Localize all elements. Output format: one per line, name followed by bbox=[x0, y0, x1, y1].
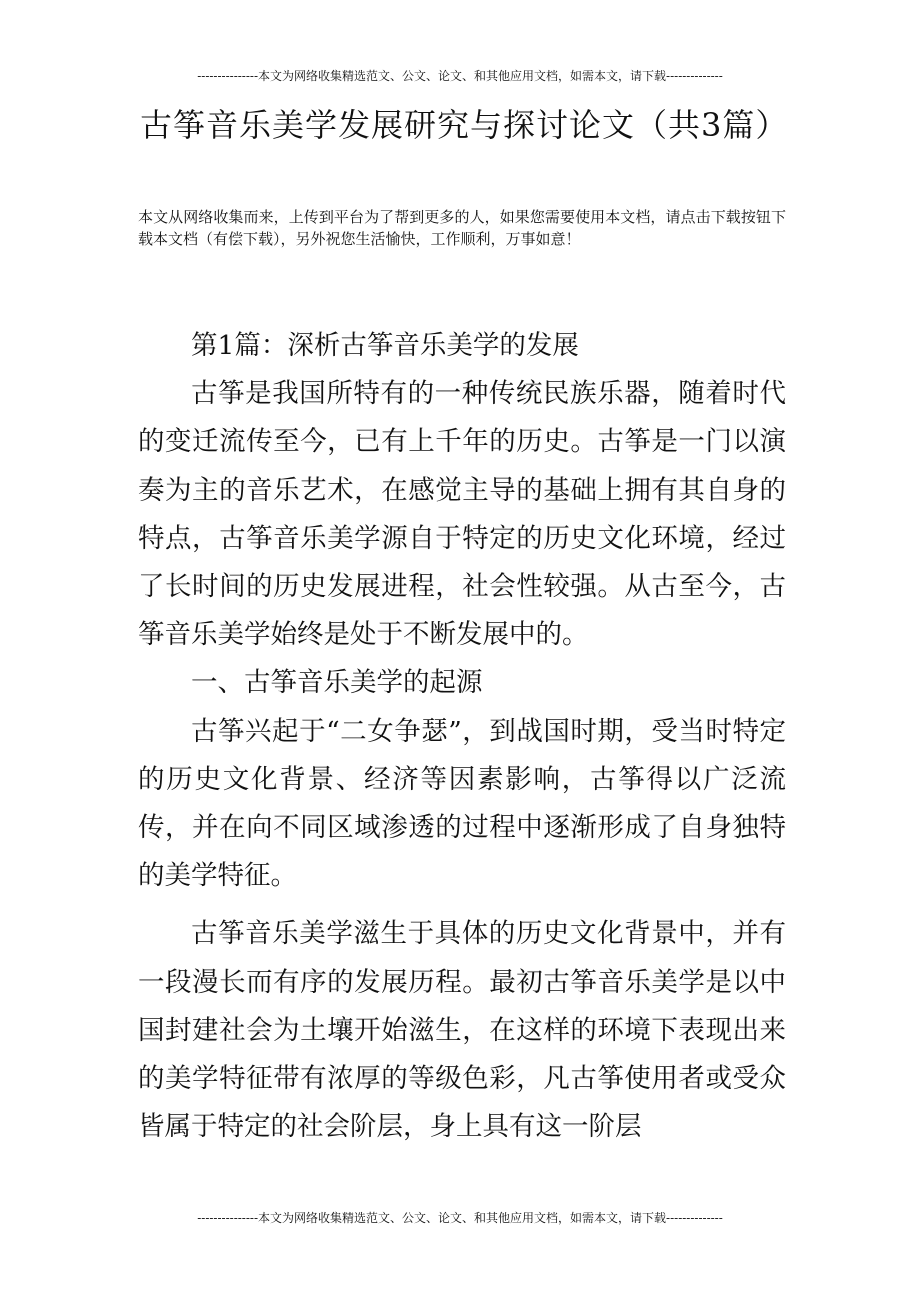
body-paragraph: 古筝是我国所特有的一种传统民族乐器，随着时代的变迁流传至今，已有上千年的历史。古筝是一门以演奏为主的音乐艺术，在感觉主导的基础上拥有其自身的特点，古筝音乐美学源自于特定的历史文化环境，经过了长时间的历史发展进程，社会性较强。从古至今，古筝音乐美学始终是处于不断发展中的。 bbox=[138, 378, 786, 651]
intro-note: 本文从网络收集而来，上传到平台为了帮到更多的人，如果您需要使用本文档，请点击下载按钮下载本文档（有偿下载），另外祝您生活愉快，工作顺利，万事如意！ bbox=[138, 208, 786, 248]
section-heading: 第1篇：深析古筝音乐美学的发展 bbox=[191, 330, 579, 361]
header-banner: ---------------本文为网络收集精选范文、公文、论文、和其他应用文档，如需本文，请下载-------------- bbox=[197, 69, 723, 83]
document-title: 古筝音乐美学发展研究与探讨论文（共3篇） bbox=[140, 106, 789, 144]
document-body bbox=[138, 322, 786, 1151]
subsection-heading: 一、古筝音乐美学的起源 bbox=[191, 667, 483, 699]
body-paragraph: 古筝音乐美学滋生于具体的历史文化背景中，并有一段漫长而有序的发展历程。最初古筝音乐美学是以中国封建社会为土壤开始滋生，在这样的环境下表现出来的美学特征带有浓厚的等级色彩，凡古筝使用者或受众皆属于特定的社会阶层，身上具有这一阶层 bbox=[138, 918, 786, 1143]
footer-banner: ---------------本文为网络收集精选范文、公文、论文、和其他应用文档，如需本文，请下载-------------- bbox=[197, 1211, 723, 1225]
body-paragraph: 古筝兴起于“二女争瑟”，到战国时期，受当时特定的历史文化背景、经济等因素影响，古筝得以广泛流传，并在向不同区域渗透的过程中逐渐形成了自身独特的美学特征。 bbox=[138, 715, 786, 892]
